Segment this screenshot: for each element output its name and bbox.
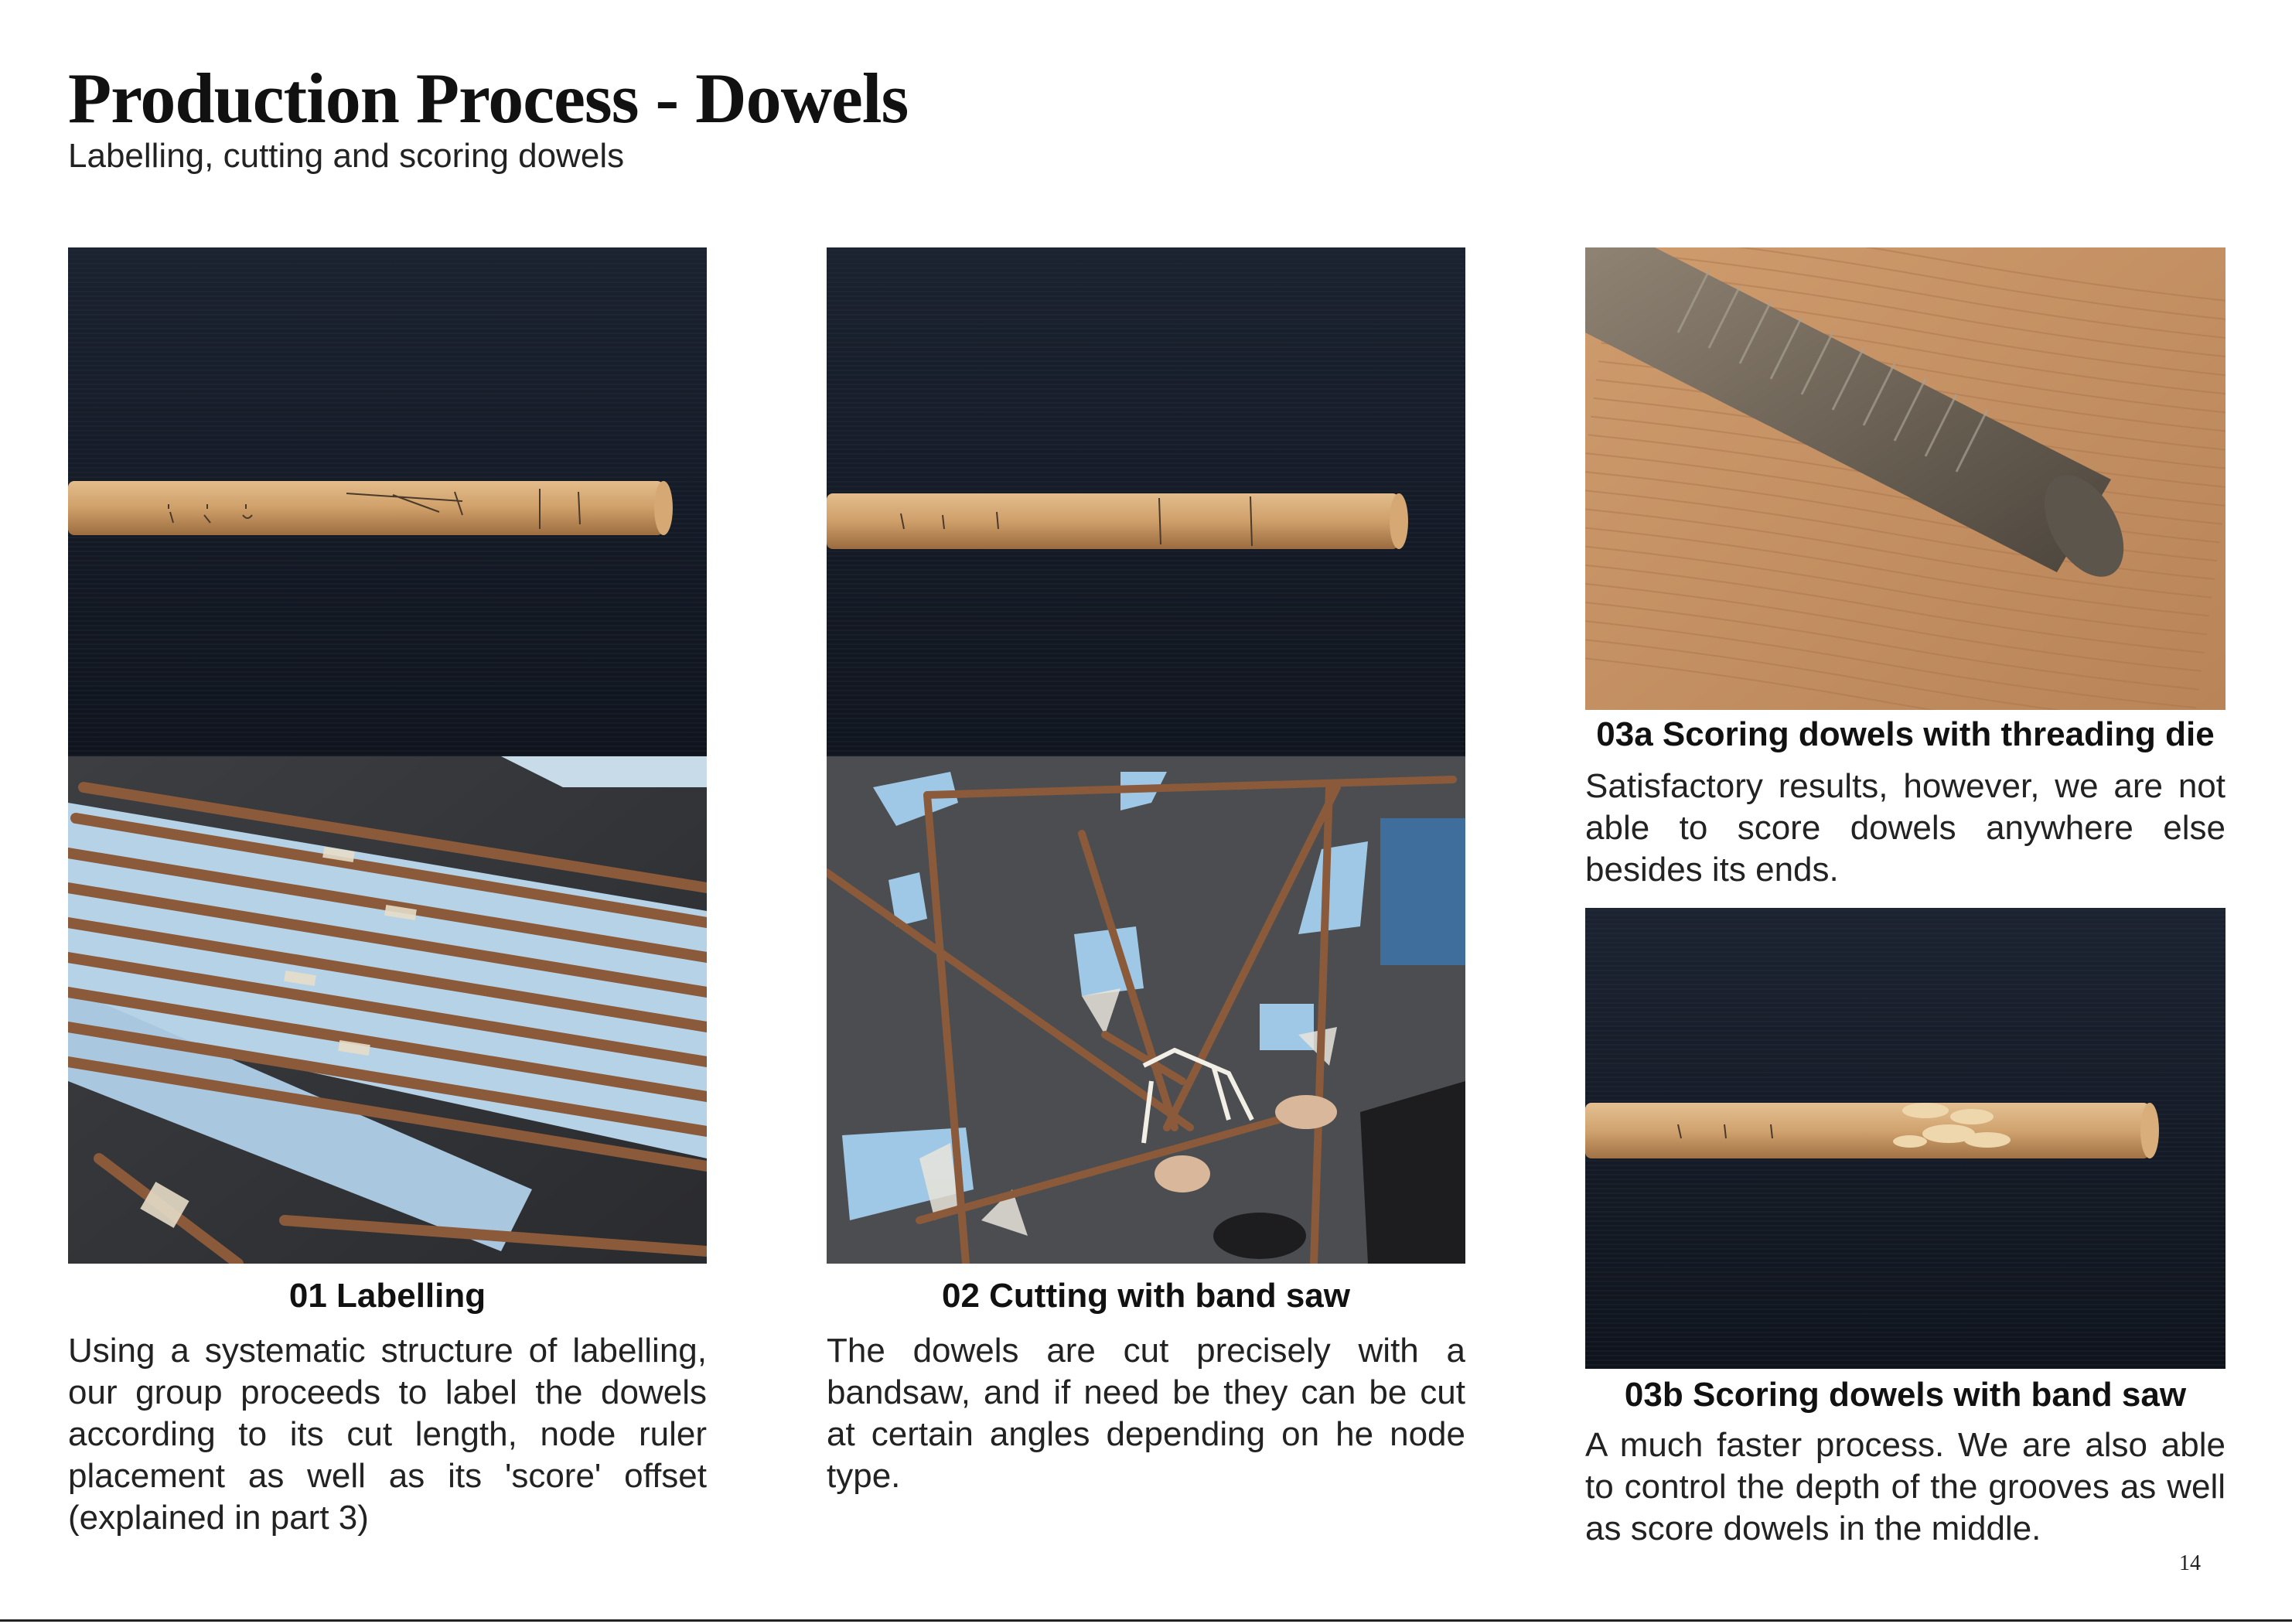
text-labelling: Using a systematic structure of labelling, our group proceeds to label the dowels according to its cut length, node ruler placement as well as its 'score' offset (explained in part 3) (68, 1332, 707, 1537)
cut-dowel-photo (827, 247, 1465, 756)
text-threading-die: Satisfactory results, however, we are not able to score dowels anywhere else besides its ends. (1585, 767, 2225, 889)
caption-threading-die: 03a Scoring dowels with threading die (1596, 715, 2215, 753)
bandsaw-scored-dowel-photo (1585, 908, 2225, 1369)
labelled-dowel-photo (68, 247, 707, 756)
text-band-saw-scoring: A much faster process. We are also able to control the depth of the grooves as well as score dowels in the middle. (1585, 1426, 2225, 1547)
page-number: 14 (2179, 1551, 2201, 1575)
page-title: Production Process - Dowels (68, 59, 909, 138)
bottom-divider (0, 1619, 2292, 1622)
threaded-dowel-photo (1585, 247, 2225, 710)
caption-cutting: 02 Cutting with band saw (941, 1277, 1351, 1315)
caption-band-saw-scoring: 03b Scoring dowels with band saw (1624, 1376, 2187, 1414)
page-subtitle: Labelling, cutting and scoring dowels (68, 137, 625, 175)
caption-labelling: 01 Labelling (288, 1277, 486, 1315)
text-cutting: The dowels are cut precisely with a bandsaw, and if need be they can be cut at certain angles depending on he node type. (827, 1332, 1465, 1495)
dowel-frame-assembly-photo (827, 756, 1465, 1264)
dowel-bundle-photo (68, 756, 707, 1264)
